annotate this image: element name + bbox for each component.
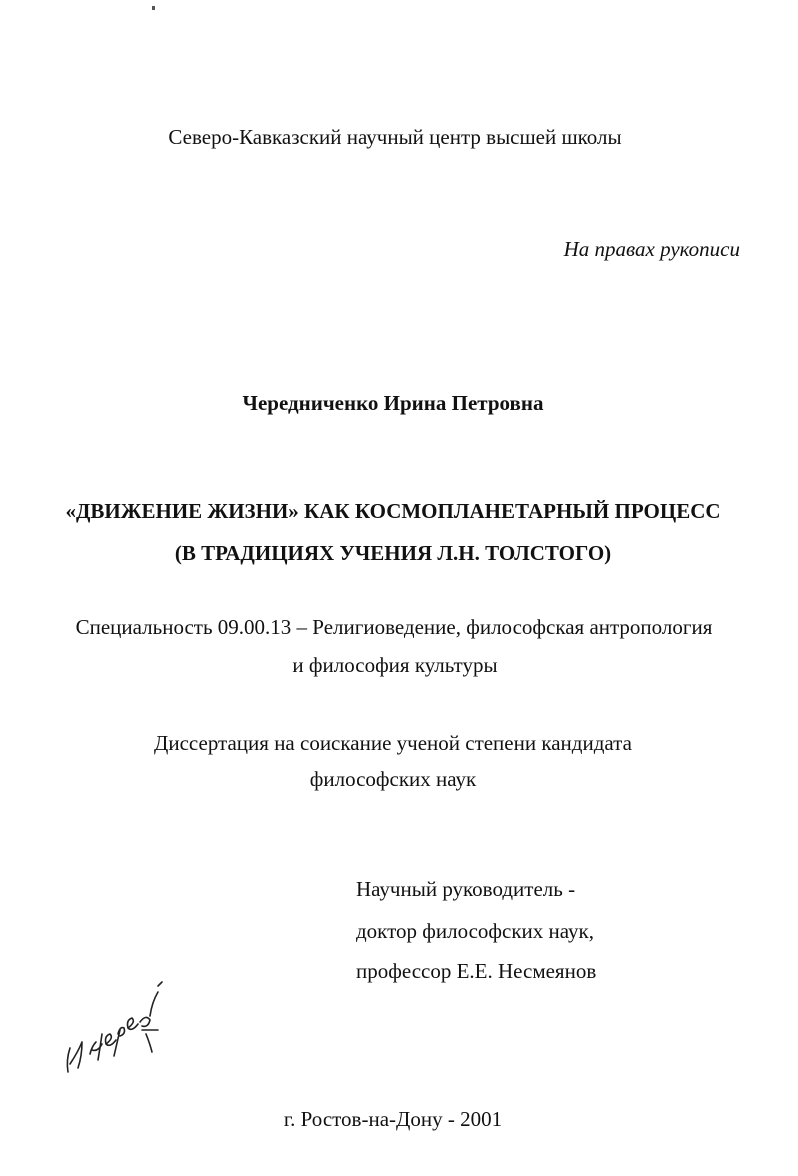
supervisor-name: профессор Е.Е. Несмеянов [356,959,597,983]
degree-line-1: Диссертация на соискание ученой степени кандидата [154,731,632,755]
manuscript-note: На правах рукописи [563,237,740,261]
dissertation-title-line-2: (В ТРАДИЦИЯХ УЧЕНИЯ Л.Н. ТОЛСТОГО) [174,541,612,565]
supervisor-degree: доктор философских наук, [356,919,594,943]
institution-name: Северо-Кавказский научный центр высшей школы [168,125,622,149]
dissertation-title-line-1: «ДВИЖЕНИЕ ЖИЗНИ» КАК КОСМОПЛАНЕТАРНЫЙ ПРОЦЕСС [65,499,721,523]
author-name: Чередниченко Ирина Петровна [242,391,544,415]
specialty-line-2: и философия культуры [292,653,498,677]
handwritten-signature [62,972,172,1082]
city-year: г. Ростов-на-Дону - 2001 [283,1107,503,1131]
specialty-line-1: Специальность 09.00.13 – Религиоведение, философская антропология [75,615,713,639]
supervisor-title: Научный руководитель - [356,877,576,901]
scan-speck [152,6,155,10]
degree-line-2: философских наук [309,767,477,791]
